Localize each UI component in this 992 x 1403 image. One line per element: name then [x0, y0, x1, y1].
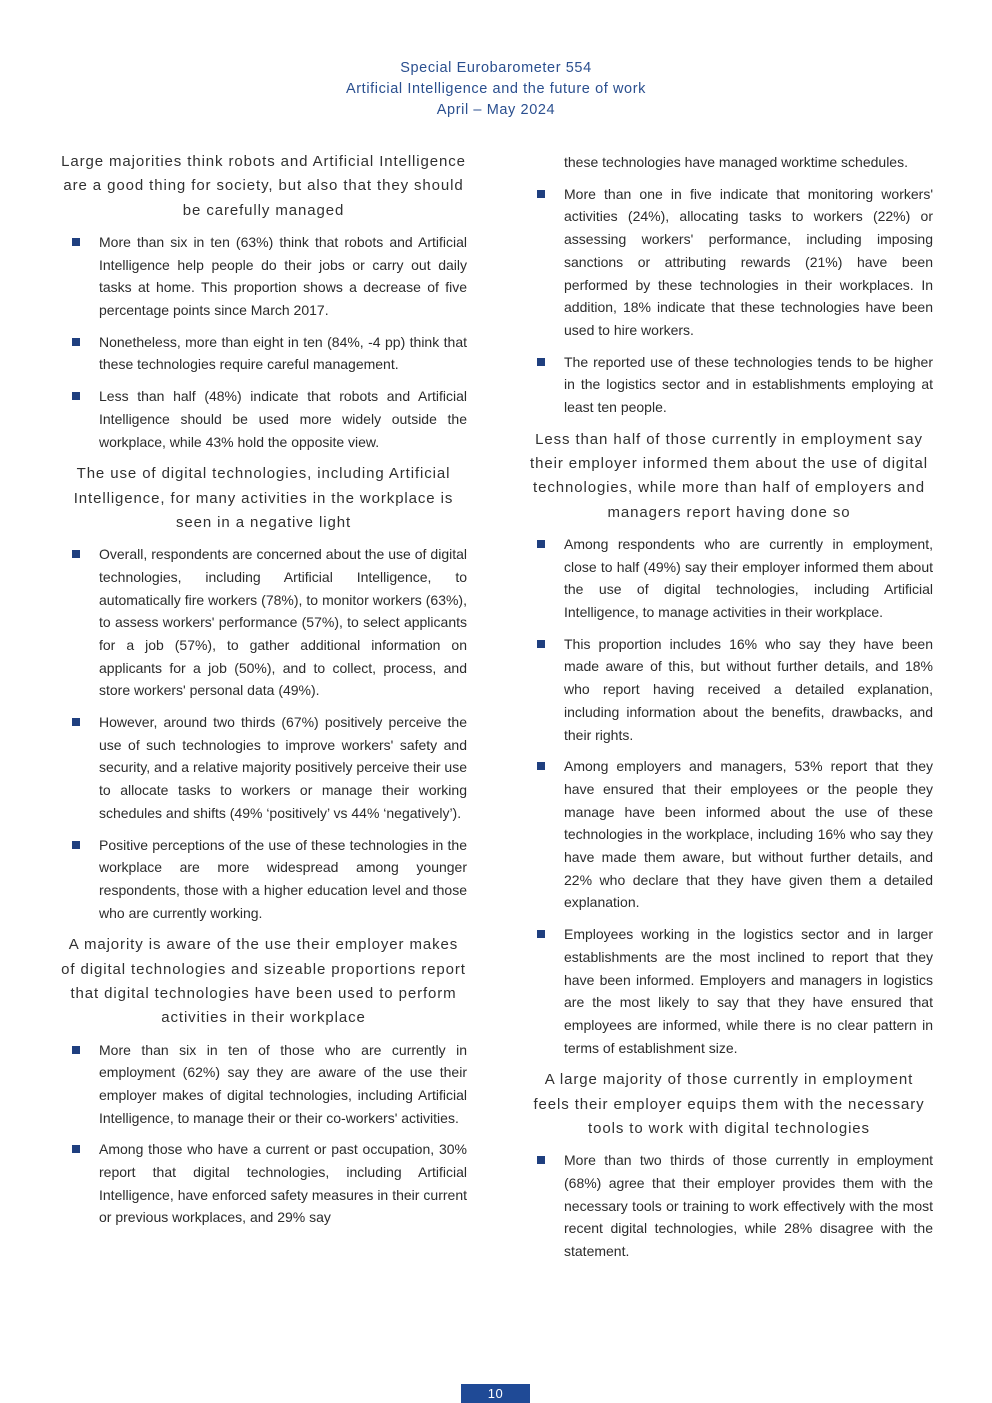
section-heading-robots-ai-society: Large majorities think robots and Artificial Intelligence are a good thing for society, but also that they should be carefully managed — [61, 153, 466, 219]
bullet-square-icon — [72, 550, 80, 558]
header-report-title: Artificial Intelligence and the future of work — [345, 81, 647, 97]
list-item — [525, 633, 933, 747]
bullet-square-icon — [537, 762, 545, 770]
list-item-text: This proportion includes 16% who say they have been made aware of this, but without further details, and 18% who report having received a detailed explanation, including information about the benefits, drawbacks, and their rights. — [564, 635, 933, 743]
list-item — [525, 183, 933, 342]
bullet-square-icon — [537, 540, 545, 548]
list-item-text: Positive perceptions of the use of these technologies in the workplace are more widespread among younger respondents, those with a higher education level and those who are currently working. — [99, 836, 467, 921]
list-item — [525, 351, 933, 419]
bullet-square-icon — [72, 1046, 80, 1054]
left-column — [60, 150, 467, 1238]
bullet-square-icon — [72, 338, 80, 346]
list-item-text: Among those who have a current or past occupation, 30% report that digital technologies, including Artificial Intelligence, have enforced safety measures in their current or previous workplaces, and 29% say — [99, 1141, 467, 1226]
header-date: April – May 2024 — [436, 102, 556, 118]
header-survey-title: Special Eurobarometer 554 — [400, 60, 592, 76]
list-item — [60, 385, 467, 453]
bullet-square-icon — [537, 190, 545, 198]
bullet-list-employer-awareness-continued — [525, 183, 933, 419]
list-item-text: More than six in ten of those who are currently in employment (62%) say they are aware of the use their employer makes of digital technologies, including Artificial Intelligence, to manage their or their co-workers' activities. — [99, 1041, 467, 1126]
bullet-square-icon — [537, 358, 545, 366]
bullet-list-workplace-perception — [60, 543, 467, 924]
list-item — [60, 231, 467, 322]
bullet-square-icon — [72, 238, 80, 246]
list-item — [525, 1149, 933, 1263]
bullet-list-tools-training — [525, 1149, 933, 1263]
document-header — [0, 58, 992, 121]
list-item-text: The reported use of these technologies tends to be higher in the logistics sector and in establishments employing at least ten people. — [564, 353, 933, 416]
list-item-text: Among employers and managers, 53% report that they have ensured that their employees or the people they manage have been informed about the use of these technologies in the workplace, including 16% who say they have made them aware, but without further details, and 22% who declare that they have given them a detailed explanation. — [564, 758, 933, 911]
list-item — [60, 1039, 467, 1130]
bullet-list-employer-informed — [525, 533, 933, 1059]
bullet-square-icon — [72, 392, 80, 400]
list-item — [525, 533, 933, 624]
bullet-list-employer-awareness — [60, 1039, 467, 1230]
section-heading-employer-informed: Less than half of those currently in employment say their employer informed them about the use of digital technologies, while more than half of employers and managers report having done so — [530, 430, 928, 521]
list-item-text: More than six in ten (63%) think that robots and Artificial Intelligence help people do their jobs or carry out daily tasks at home. This proportion shows a decrease of five percentage points since March 2017. — [99, 233, 467, 318]
list-item — [60, 711, 467, 825]
list-item-text: Less than half (48%) indicate that robots and Artificial Intelligence should be used more widely outside the workplace, while 43% hold the opposite view. — [99, 388, 467, 450]
list-item-text: Nonetheless, more than eight in ten (84%, -4 pp) think that these technologies require careful management. — [99, 333, 467, 373]
bullet-square-icon — [537, 930, 545, 938]
list-item-text: More than two thirds of those currently in employment (68%) agree that their employer provides them with the necessary tools or training to work effectively with the most recent digital technologies, while 28% disagree with the statement. — [564, 1152, 933, 1260]
section-heading-employer-awareness: A majority is aware of the use their employer makes of digital technologies and sizeable proportions report that digital technologies have been used to perform activities in their workplace — [61, 936, 466, 1027]
bullet-square-icon — [72, 718, 80, 726]
list-item — [60, 1138, 467, 1229]
list-item — [60, 331, 467, 376]
list-item — [525, 755, 933, 914]
list-item-text: More than one in five indicate that monitoring workers' activities (24%), allocating tasks to workers (22%) or assessing workers' performance, including imposing sanctions or attributing rewards (21%) have been performed by these technologies in their workplaces. In addition, 18% indicate that these technologies have been used to hire workers. — [564, 185, 933, 338]
bullet-square-icon — [537, 1156, 545, 1164]
list-item-text: Among respondents who are currently in employment, close to half (49%) say their employer informed them about the use of digital technologies, including Artificial Intelligence, to manage activities in their workplace. — [564, 535, 933, 621]
continued-bullet-text: these technologies have managed worktime schedules. — [564, 154, 908, 170]
page-number-badge: 10 — [461, 1384, 530, 1403]
section-heading-workplace-perception: The use of digital technologies, including Artificial Intelligence, for many activities in the workplace is seen in a negative light — [73, 465, 454, 531]
right-column — [525, 151, 933, 1272]
list-item — [525, 923, 933, 1059]
bullet-square-icon — [72, 1145, 80, 1153]
bullet-square-icon — [72, 841, 80, 849]
list-item — [60, 543, 467, 702]
list-item-text: Employees working in the logistics sector and in larger establishments are the most inclined to report that they have been informed. Employers and managers in logistics are the most likely to say that they have ensured that employees are informed, while there is no clear pattern in terms of establishment size. — [564, 926, 933, 1056]
bullet-list-robots-ai-society — [60, 231, 467, 453]
list-item — [60, 834, 467, 925]
bullet-square-icon — [537, 640, 545, 648]
list-item-text: Overall, respondents are concerned about the use of digital technologies, including Artificial Intelligence, to automatically fire workers (78%), to monitor workers (63%), to assess workers' performance (57%), to select applicants for a job (57%), to gather additional information on applicants for a job (50%), and to collect, process, and store workers' personal data (49%). — [99, 546, 467, 699]
section-heading-tools-training: A large majority of those currently in employment feels their employer equips them with the necessary tools to work with digital technologies — [533, 1071, 925, 1137]
list-item-text: However, around two thirds (67%) positively perceive the use of such technologies to improve workers' safety and security, and a relative majority positively perceive their use to allocate tasks to workers or manage their working schedules and shifts (49% ‘positively’ vs 44% ‘negatively’). — [99, 714, 467, 821]
